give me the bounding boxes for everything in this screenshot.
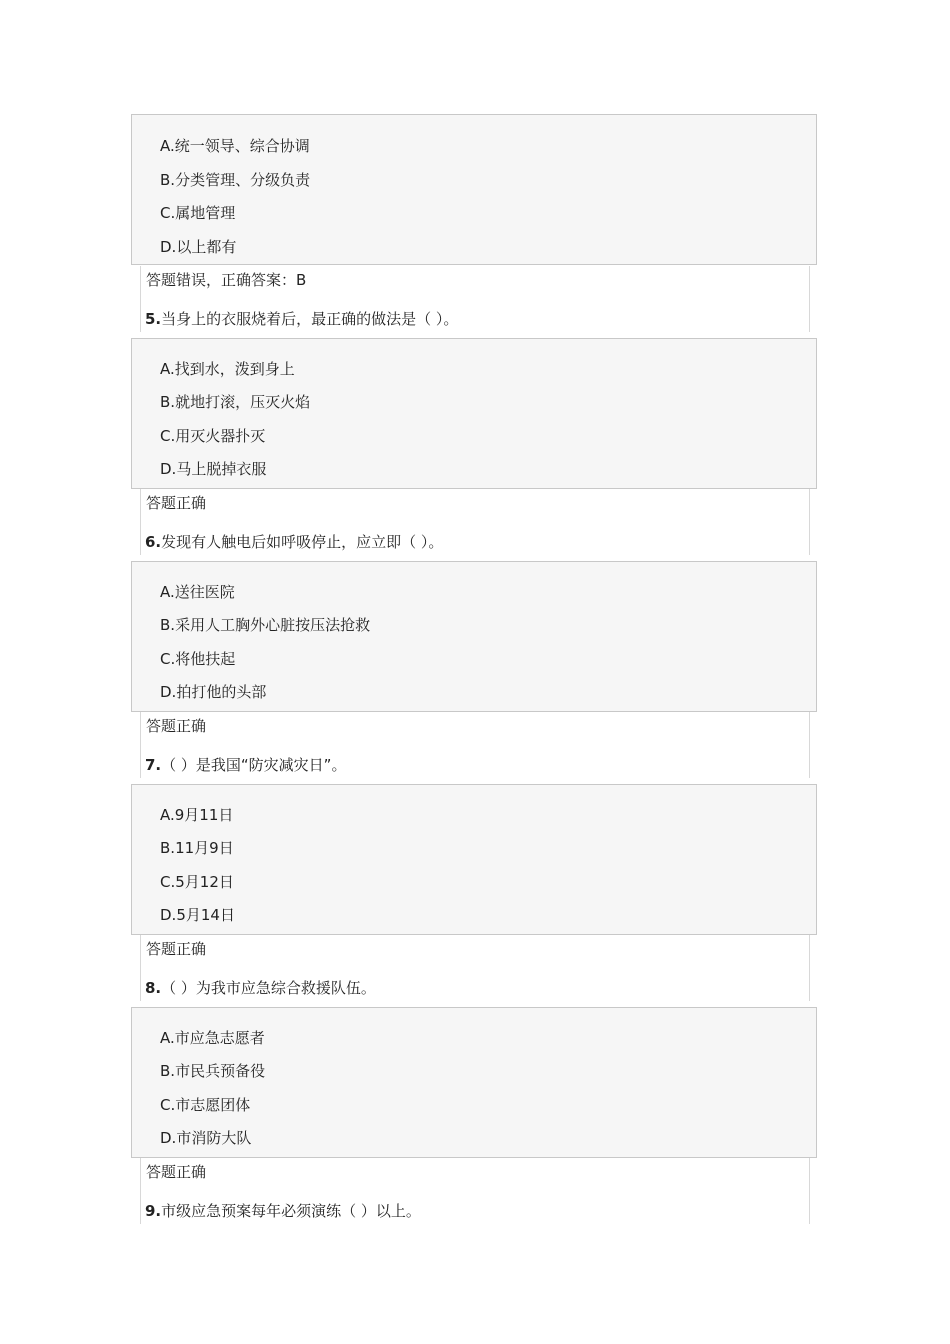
option-a[interactable]: A.统一领导、综合协调 [160, 137, 310, 155]
question-text: （ ）是我国“防灾减灾日”。 [161, 756, 347, 774]
option-c[interactable]: C.将他扶起 [160, 650, 236, 668]
option-d[interactable]: D.市消防大队 [160, 1129, 252, 1147]
option-a[interactable]: A.找到水，泼到身上 [160, 360, 295, 378]
option-b[interactable]: B.采用人工胸外心脏按压法抢救 [160, 616, 371, 634]
answer-result: 答题错误，正确答案：B [146, 271, 307, 289]
option-d[interactable]: D.马上脱掉衣服 [160, 460, 267, 478]
options-panel [131, 114, 817, 265]
answer-block [140, 489, 810, 555]
question-number: 6. [145, 533, 162, 551]
option-d[interactable]: D.拍打他的头部 [160, 683, 267, 701]
question-text: 市级应急预案每年必须演练（ ）以上。 [161, 1202, 421, 1220]
options-panel [131, 784, 817, 935]
option-a[interactable]: A.9月11日 [160, 806, 234, 824]
question-number: 9. [145, 1202, 162, 1220]
option-b[interactable]: B.市民兵预备役 [160, 1062, 266, 1080]
option-a[interactable]: A.送往医院 [160, 583, 235, 601]
question-text: （ ）为我市应急综合救援队伍。 [161, 979, 376, 997]
option-d[interactable]: D.以上都有 [160, 238, 237, 256]
answer-block [140, 1158, 810, 1224]
option-d[interactable]: D.5月14日 [160, 906, 235, 924]
answer-result: 答题正确 [146, 940, 207, 958]
options-panel [131, 561, 817, 712]
answer-block [140, 935, 810, 1001]
option-c[interactable]: C.属地管理 [160, 204, 236, 222]
option-b[interactable]: B.11月9日 [160, 839, 234, 857]
question-title [145, 978, 376, 998]
question-number: 5. [145, 310, 162, 328]
answer-result: 答题正确 [146, 717, 207, 735]
option-a[interactable]: A.市应急志愿者 [160, 1029, 265, 1047]
question-text: 当身上的衣服烧着后，最正确的做法是（ ）。 [161, 310, 459, 328]
option-c[interactable]: C.市志愿团体 [160, 1096, 251, 1114]
option-b[interactable]: B.分类管理、分级负责 [160, 171, 311, 189]
options-panel [131, 338, 817, 489]
option-c[interactable]: C.用灭火器扑灭 [160, 427, 266, 445]
question-title [145, 755, 346, 775]
answer-block [140, 712, 810, 778]
question-title [145, 309, 458, 329]
question-text: 发现有人触电后如呼吸停止，应立即（ ）。 [161, 533, 444, 551]
question-title [145, 532, 443, 552]
question-title [145, 1201, 421, 1221]
option-b[interactable]: B.就地打滚，压灭火焰 [160, 393, 311, 411]
answer-block [140, 266, 810, 332]
options-panel [131, 1007, 817, 1158]
option-c[interactable]: C.5月12日 [160, 873, 234, 891]
question-number: 8. [145, 979, 162, 997]
answer-result: 答题正确 [146, 494, 207, 512]
answer-result: 答题正确 [146, 1163, 207, 1181]
question-number: 7. [145, 756, 162, 774]
